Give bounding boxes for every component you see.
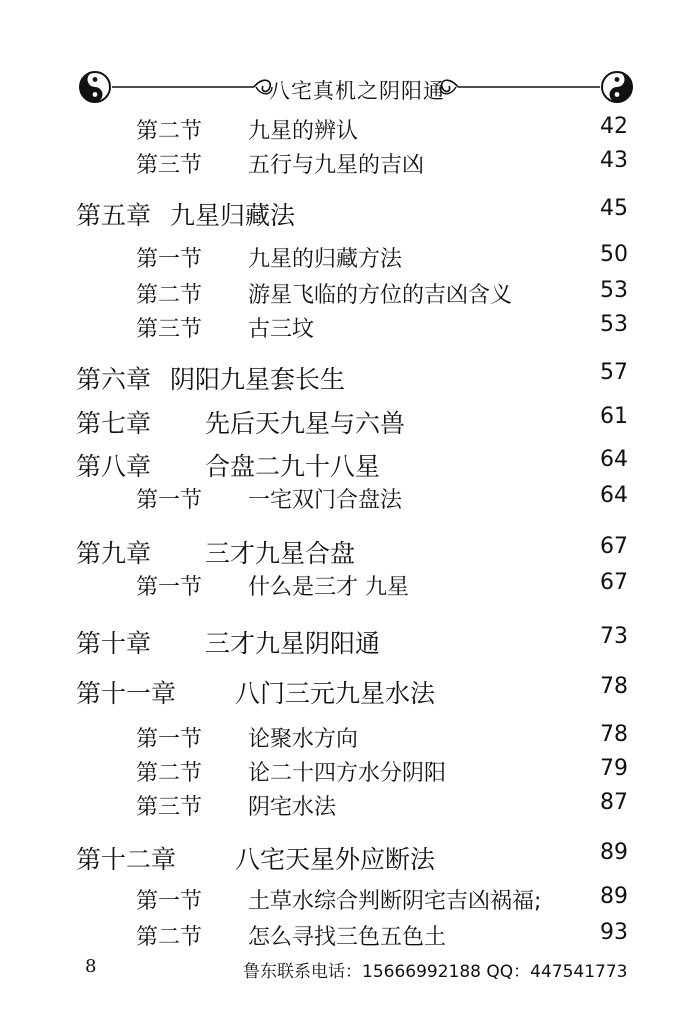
chapter-title: 九星归藏法 [170,201,296,230]
section-title: 九星的辨认 [248,119,359,144]
chapter-title: 八宅天星外应断法 [235,845,436,874]
chapter-number: 第七章 [76,409,152,438]
section-number: 第一节 [136,575,203,600]
section-number: 第一节 [136,889,203,914]
chapter-number: 第九章 [76,539,152,568]
page-number: 45 [600,196,628,221]
page-number: 53 [600,278,628,303]
page-number: 67 [600,570,628,595]
chapter-number: 第六章 [76,365,152,394]
toc-section-row [0,570,700,606]
chapter-number: 第十一章 [76,679,177,708]
page-number: 93 [600,920,628,945]
book-title: 八宅真机之阴阳通 [269,79,445,103]
chapter-number: 第五章 [76,201,152,230]
toc-chapter-row [0,534,700,570]
toc-section-row [0,148,700,184]
section-title: 论聚水方向 [248,727,359,752]
page-number: 61 [600,404,628,429]
toc-chapter-row [0,447,700,483]
toc-section-row [0,884,700,920]
chapter-number: 第十章 [76,629,152,658]
page-number: 78 [600,674,628,699]
page-header [76,70,638,110]
section-title: 九星的归藏方法 [248,247,403,272]
toc-chapter-row [0,674,700,710]
toc-section-row [0,278,700,314]
page-number: 50 [600,242,628,267]
chapter-title: 先后天九星与六兽 [205,409,406,438]
toc-section-row [0,790,700,826]
chapter-title: 八门三元九星水法 [235,679,436,708]
section-title: 论二十四方水分阴阳 [248,761,447,786]
chapter-number: 第十二章 [76,845,177,874]
toc-chapter-row [0,360,700,396]
page-number: 79 [600,756,628,781]
page-number: 43 [600,148,628,173]
page-number: 89 [600,884,628,909]
section-number: 第二节 [136,925,203,950]
page-number: 64 [600,483,628,508]
toc-chapter-row [0,840,700,876]
toc-section-row [0,312,700,348]
section-title: 五行与九星的吉凶 [248,153,425,178]
section-title: 怎么寻找三色五色土 [248,925,447,950]
chapter-title: 三才九星合盘 [205,539,356,568]
section-title: 游星飞临的方位的吉凶含义 [248,283,513,308]
toc-chapter-row [0,196,700,232]
footer-contact: 鲁东联系电话：15666992188 QQ：447541773 [243,962,628,982]
toc-section-row [0,722,700,758]
chapter-title: 阴阳九星套长生 [170,365,346,394]
page-number: 53 [600,312,628,337]
toc-section-row [0,920,700,956]
page-number: 57 [600,360,628,385]
section-number: 第二节 [136,119,203,144]
page-number: 73 [600,624,628,649]
toc-section-row [0,242,700,278]
section-number: 第一节 [136,247,203,272]
page-number: 64 [600,447,628,472]
section-number: 第三节 [136,153,203,178]
chapter-title: 合盘二九十八星 [205,452,381,481]
section-number: 第一节 [136,488,203,513]
toc-section-row [0,756,700,792]
section-title: 一宅双门合盘法 [248,488,403,513]
section-number: 第三节 [136,795,203,820]
section-number: 第三节 [136,317,203,342]
toc-section-row [0,114,700,150]
page-number: 89 [600,840,628,865]
toc-chapter-row [0,624,700,660]
section-number: 第二节 [136,761,203,786]
section-title: 古三坟 [248,317,315,342]
toc-chapter-row [0,404,700,440]
chapter-title: 三才九星阴阳通 [205,629,381,658]
page-number: 42 [600,114,628,139]
page-number: 67 [600,534,628,559]
section-title: 阴宅水法 [248,795,337,820]
chapter-number: 第八章 [76,452,152,481]
section-number: 第二节 [136,283,203,308]
footer-page-number: 8 [85,956,97,977]
section-title: 什么是三才 九星 [248,575,409,600]
toc-section-row [0,483,700,519]
section-number: 第一节 [136,727,203,752]
section-title: 土草水综合判断阴宅吉凶祸福; [248,889,542,914]
page-number: 87 [600,790,628,815]
page-number: 78 [600,722,628,747]
